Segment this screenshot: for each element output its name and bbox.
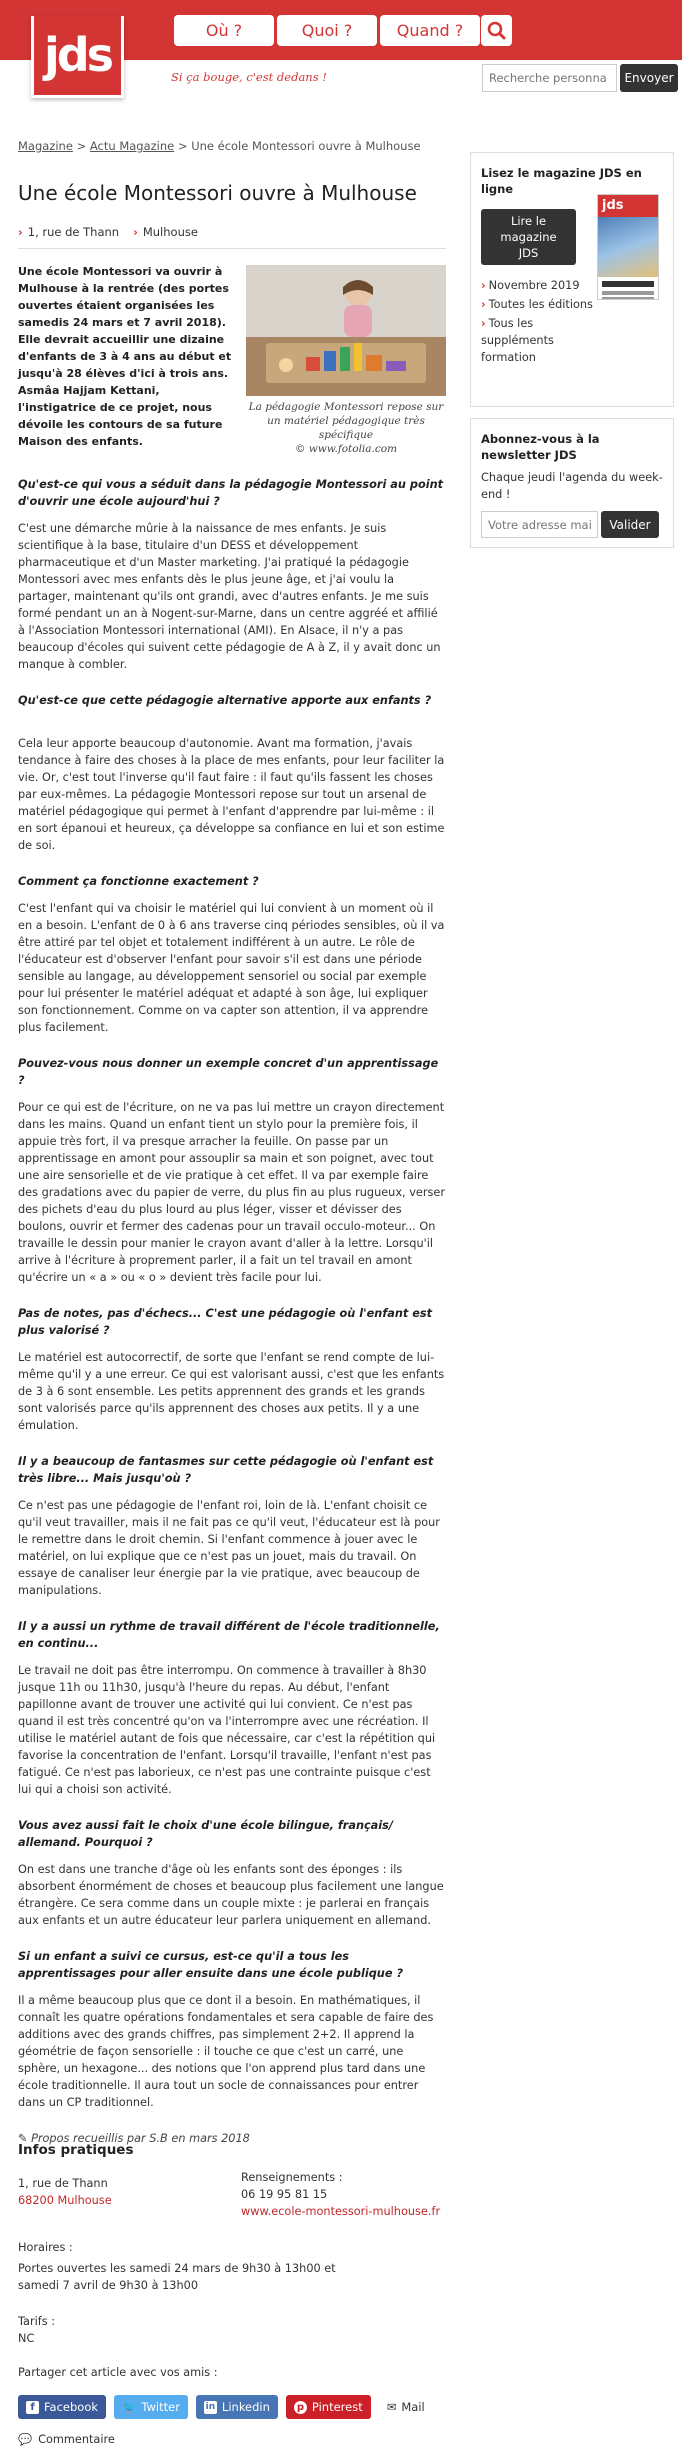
address-city-link[interactable]: 68200 Mulhouse: [18, 2194, 112, 2207]
mail-icon: ✉: [386, 2400, 397, 2414]
share-label-text: Pinterest: [311, 2400, 363, 2414]
comment-link[interactable]: [18, 2431, 458, 2448]
jds-logo[interactable]: [31, 16, 124, 98]
link-label: Tous les suppléments formation: [481, 317, 554, 364]
answer: C'est l'enfant qui va choisir le matériel qui lui convient à un moment où il en a besoin. L'enfant de 0 à 6 ans traverse cinq périodes sensibles, où il va être attiré par tel objet et totalement indifférent à un autre. Le rôle de l'éducateur est d'observer l'enfant pour savoir s'il est dans une période sensible au langage, au développement sensoriel ou social par exemple pour lui présenter le matériel adéquat et adapté à son âge, lui expliquer son fonctionnement. Comme on va capter son attention, il va apprendre plus facilement.: [18, 902, 445, 1034]
search-icon: [481, 15, 512, 46]
logo-text: jds: [43, 28, 112, 82]
hours-text: Portes ouvertes les samedi 24 mars de 9h30 à 13h00 et samedi 7 avril de 9h30 à 13h00: [18, 2262, 336, 2292]
share-label-text: Linkedin: [221, 2400, 270, 2414]
child-with-blocks-illustration: [246, 265, 446, 396]
photo-caption: La pédagogie Montessori repose sur un matériel pédagogique très spécifique: [248, 401, 444, 441]
magazine-links: [481, 277, 593, 366]
chevron-right-icon: ›: [481, 317, 486, 330]
nav-ou-button[interactable]: Où ?: [174, 15, 274, 46]
share-mail-button[interactable]: [379, 2395, 433, 2419]
answer: Pour ce qui est de l'écriture, on ne va pas lui mettre un crayon directement dans les mains. Quand un enfant tient un stylo pour la première fois, il appuie très fort, il va presque arracher la feuille. On passe par un apprentissage en amont pour assouplir sa main et son poignet, avec tout une aire sensorielle et de vie pratique à cet effet. Il va par exemple faire des gradations avec du papier de verre, du plus fin au plus rugueux, verser des pichets d'eau du plus lourd au plus léger, visser et dévisser des boulons, ouvrir et fermer des cadenas pour un travail occulo-moteur... On travaille le dessin pour manier le crayon avant d'aller à la lettre. Lorsqu'il arrive à l'écriture à proprement parler, il a fait un tel travail en amont qu'écrire un « a » ou « o » devient très facile pour lui.: [18, 1101, 445, 1284]
share-label-text: Mail: [401, 2400, 425, 2414]
tag-address[interactable]: [18, 224, 119, 241]
link-label: Novembre 2019: [488, 279, 580, 292]
article-body: [18, 476, 446, 2147]
link-label: Toutes les éditions: [488, 298, 593, 311]
breadcrumb-separator: >: [177, 139, 188, 153]
page-title: Une école Montessori ouvre à Mulhouse: [18, 181, 417, 205]
magazine-link-supplements[interactable]: [481, 315, 593, 366]
answer: Cela leur apporte beaucoup d'autonomie. Avant ma formation, j'avais tendance à faire des choses à la place de mes enfants, pour leur faciliter la vie. Or, c'est tout l'inverse qu'il faut faire : il faut qu'ils fassent les choses par eux-mêmes. La pédagogie Montessori repose sur tout un arsenal de matériel pédagogique qui permet à l'enfant d'apprendre par lui-même : il en sort épanoui et heureux, ça développe sa confiance en lui et son estime de soi.: [18, 737, 445, 852]
answer: C'est une démarche mûrie à la naissance de mes enfants. Je suis scientifique à la base, titulaire d'un DESS et développement pharmaceutique et d'un Master marketing. J'ai pratiqué la pédagogie Montessori avec mes enfants dès le plus jeune âge, et j'ai voulu la partager, maintenant qu'ils ont grandi, avec d'autres enfants. Je me suis formé pendant un an à Nogent-sur-Marne, dans un centre aggréé et affilié à l'Association Montessori international (AMI). En Alsace, il n'y a pas beaucoup d'écoles qui suivent cette pédagogie de A à Z, il y avait donc un manque à combler.: [18, 522, 441, 671]
comment-label: Commentaire: [38, 2433, 115, 2446]
twitter-icon: 🐦: [122, 2400, 137, 2414]
question: Pas de notes, pas d'échecs... C'est une pédagogie où l'enfant est plus valorisé ?: [18, 1307, 433, 1337]
breadcrumb-current: Une école Montessori ouvre à Mulhouse: [191, 139, 421, 153]
newsletter-form: [481, 511, 663, 538]
breadcrumb-link-magazine[interactable]: Magazine: [18, 139, 73, 153]
breadcrumb: [18, 138, 421, 155]
signature-text: Propos recueillis par S.B en mars 2018: [31, 2132, 250, 2145]
magazine-cover-image[interactable]: [597, 194, 659, 300]
newsletter-title: Abonnez-vous à la newsletter JDS: [481, 432, 600, 462]
chevron-right-icon: ›: [133, 225, 138, 239]
chevron-right-icon: ›: [481, 279, 486, 292]
tag-label: 1, rue de Thann: [27, 225, 120, 239]
read-magazine-button[interactable]: Lire le magazine JDS: [481, 209, 576, 265]
infos-contact: [241, 2169, 461, 2220]
answer: Le matériel est autocorrectif, de sorte que l'enfant se rend compte de lui-même qu'il y a une erreur. Ce qui est valorisant aussi, c'est que les enfants de 3 à 6 sont ensemble. Les petits apprennent des grands et les grands sont valorisés parce qu'ils apprennent des choses aux petits. Il y a une émulation.: [18, 1351, 445, 1432]
newsletter-text: Chaque jeudi l'agenda du week-end !: [481, 471, 663, 501]
magazine-box-title: Lisez le magazine JDS en ligne: [481, 166, 642, 196]
article-lead: Une école Montessori va ouvrir à Mulhouse à la rentrée (des portes ouvertes étaient organisées les samedis 24 mars et 7 avril 2018). Elle devrait accueillir une dizaine d'enfants de 3 à 4 ans au début et jusqu'à 28 élèves d'ici à trois ans. Asmâa Hajjam Kettani, l'instigatrice de ce projet, nous dévoile les contours de sa future Maison des enfants.: [18, 265, 232, 448]
chevron-right-icon: ›: [18, 225, 23, 239]
share-twitter-button[interactable]: [114, 2395, 188, 2419]
speech-bubble-icon: 💬: [18, 2433, 33, 2446]
answer: Il a même beaucoup plus que ce dont il a besoin. En mathématiques, il connaît les quatre opérations fondamentales et sera capable de faire des additions avec des grands chiffres, pas simplement 2+2. Il apprend la géométrie de façon sensorielle : il touche ce que c'est un carré, une sphère, un hexagone... des notions que l'on apprend plus tard dans une école traditionnelle. Il aura tout un socle de connaissances pour entrer dans un CP traditionnel.: [18, 1994, 434, 2109]
nav-quand-button[interactable]: Quand ?: [380, 15, 480, 46]
pencil-icon: ✎: [18, 2132, 32, 2145]
share-facebook-button[interactable]: [18, 2395, 106, 2419]
search-input[interactable]: [482, 64, 617, 92]
share-linkedin-button[interactable]: [196, 2395, 278, 2419]
question: Il y a aussi un rythme de travail différent de l'école traditionnelle, en continu...: [18, 1620, 440, 1650]
contact-phone: 06 19 95 81 15: [241, 2188, 328, 2201]
search-submit-button[interactable]: Envoyer: [620, 64, 678, 92]
share-pinterest-button[interactable]: [286, 2395, 371, 2419]
contact-website-link[interactable]: www.ecole-montessori-mulhouse.fr: [241, 2205, 441, 2218]
tag-city[interactable]: [133, 224, 198, 241]
divider: [18, 248, 446, 249]
answer: Le travail ne doit pas être interrompu. On commence à travailler à 8h30 jusque 11h ou 11h30, jusqu'à l'heure du repas. Au début, l'enfant papillonne avant de trouver une activité qui lui convient. Ce n'est pas quand il est très concentré qu'on va l'interrompre avec une récréation. Il utilise le matériel autant de fois que nécessaire, car c'est la répétition qui favorise la concentration de l'enfant. Lorsqu'il travaille, l'enfant n'est pas fatigué. Ce n'est pas laborieux, ce n'est pas une contrainte puisque c'est lui qui a choisi son activité.: [18, 1664, 436, 1796]
chevron-right-icon: ›: [481, 298, 486, 311]
question: Si un enfant a suivi ce cursus, est-ce qu'il a tous les apprentissages pour aller ensuite dans une école publique ?: [18, 1950, 403, 1980]
magazine-link-november[interactable]: [481, 277, 593, 294]
linkedin-icon: in: [205, 2401, 216, 2412]
share-label-text: Twitter: [141, 2400, 180, 2414]
question: Qu'est-ce que cette pédagogie alternative apporte aux enfants ?: [18, 694, 432, 707]
breadcrumb-separator: >: [76, 139, 87, 153]
prices-value: NC: [18, 2332, 35, 2345]
infos-title: Infos pratiques: [18, 2142, 134, 2158]
question: Il y a beaucoup de fantasmes sur cette pédagogie où l'enfant est très libre... Mais jusqu'où ?: [18, 1455, 434, 1485]
magazine-link-all-editions[interactable]: [481, 296, 593, 313]
newsletter-email-field[interactable]: [481, 511, 598, 538]
breadcrumb-link-actu[interactable]: Actu Magazine: [89, 139, 175, 153]
header-search-button[interactable]: [481, 15, 512, 46]
tag-label: Mulhouse: [142, 225, 198, 239]
article-tags: [18, 224, 198, 241]
newsletter-submit-button[interactable]: Valider: [601, 511, 659, 538]
photo-credit: © www.fotolia.com: [294, 443, 398, 455]
question: Comment ça fonctionne exactement ?: [18, 875, 259, 888]
address-line: 1, rue de Thann: [18, 2177, 108, 2190]
question: Vous avez aussi fait le choix d'une école bilingue, français/ allemand. Pourquoi ?: [18, 1819, 394, 1849]
contact-label: Renseignements :: [241, 2171, 343, 2184]
answer: Ce n'est pas une pédagogie de l'enfant roi, loin de là. L'enfant choisit ce qu'il veut travailler, mais il ne fait pas ce qu'il veut, l'éducateur est là pour le remettre dans le droit chemin. Si l'enfant commence à jouer avec le matériel, on lui explique que ce n'est pas un jouet, mais du travail. On essaye de canaliser leur énergie par la vie pratique, avec beaucoup de manipulations.: [18, 1499, 440, 1597]
infos-address: [18, 2175, 238, 2209]
pinterest-icon: p: [294, 2401, 307, 2414]
cover-logo: jds: [598, 195, 658, 217]
facebook-icon: f: [26, 2401, 39, 2414]
share-label-text: Facebook: [44, 2400, 99, 2414]
infos-prices: [18, 2313, 458, 2347]
nav-quoi-button[interactable]: Quoi ?: [277, 15, 377, 46]
sidebar-magazine-box: [470, 152, 674, 407]
infos-section: [18, 2142, 458, 2159]
share-label: Partager cet article avec vos amis :: [18, 2366, 218, 2379]
article-figure: [246, 265, 446, 456]
prices-label: Tarifs :: [18, 2315, 55, 2328]
tagline: Si ça bouge, c'est dedans !: [171, 70, 327, 84]
question: Pouvez-vous nous donner un exemple concret d'un apprentissage ?: [18, 1057, 439, 1087]
answer: On est dans une tranche d'âge où les enfants sont des éponges : ils absorbent énormément de choses et beaucoup plus facilement une langue étrangère. Ce sera comme dans un couple mixte : je parlerai en français aux enfants et un autre éducateur leur parlera uniquement en allemand.: [18, 1863, 444, 1927]
question: Qu'est-ce qui vous a séduit dans la pédagogie Montessori au point d'ouvrir une école aujourd'hui ?: [18, 478, 444, 508]
article-photo[interactable]: [246, 265, 446, 396]
sidebar-newsletter-box: [470, 418, 674, 548]
infos-hours: [18, 2239, 358, 2294]
share-buttons: [18, 2395, 433, 2419]
hours-label: Horaires :: [18, 2241, 73, 2254]
